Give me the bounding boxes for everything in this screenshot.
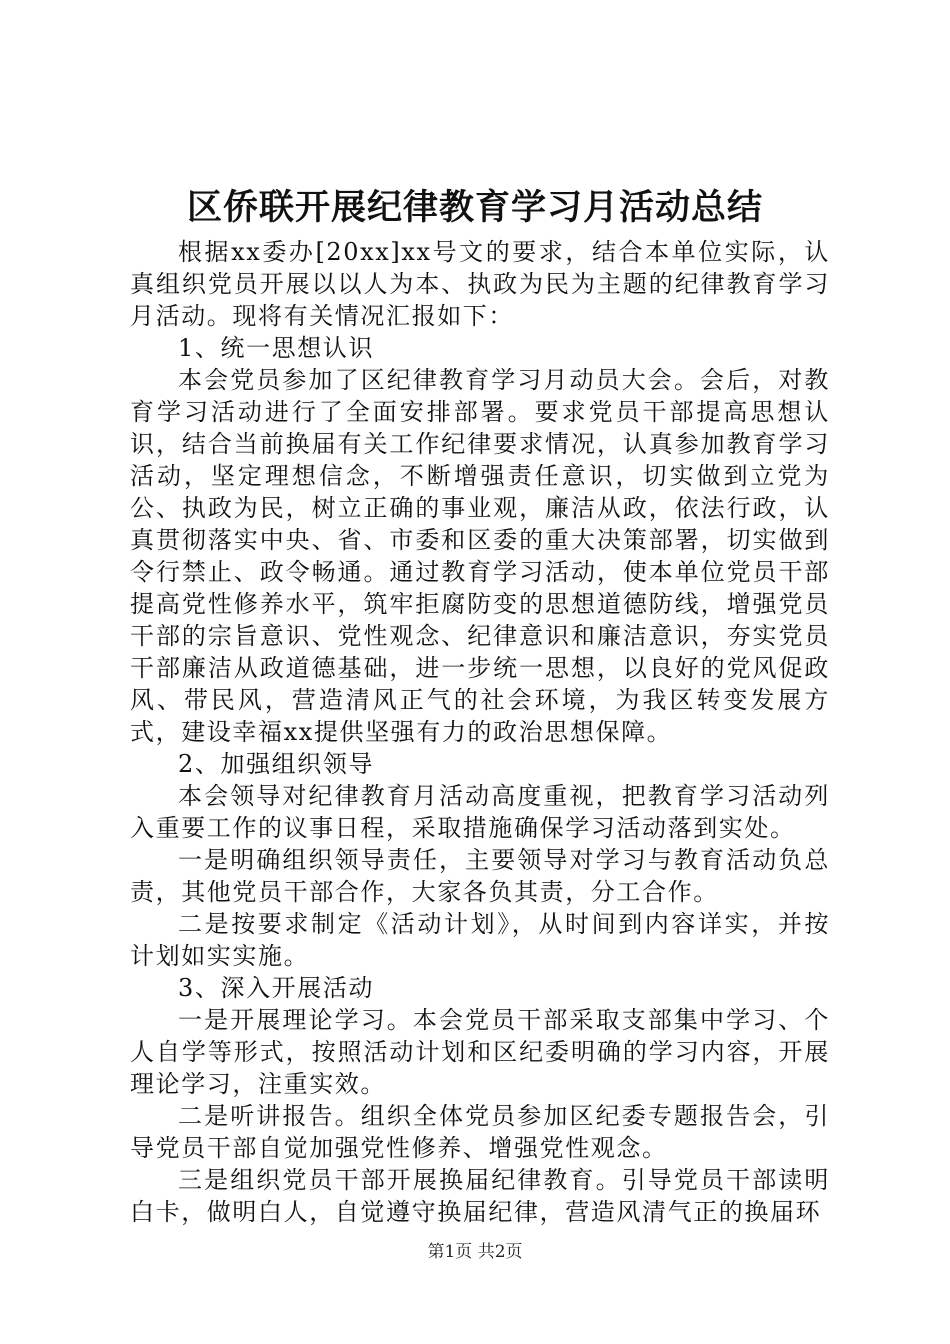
document-body [130, 236, 830, 1228]
document-title: 区侨联开展纪律教育学习月活动总结 [186, 187, 763, 228]
section-heading-1: 1、统一思想认识 [178, 334, 375, 362]
page-number-footer: 第1页 共2页 [427, 1242, 523, 1262]
section-2-paragraph-3: 二是按要求制定《活动计划》，从时间到内容详实，并按计划如实实施。 [130, 910, 830, 970]
section-1-paragraph: 本会党员参加了区纪律教育学习月动员大会。会后，对教育学习活动进行了全面安排部署。要求党员干部提高思想认识，结合当前换届有关工作纪律要求情况，认真参加教育学习活动，坚定理想信念，不断增强责任意识，切实做到立党为公、执政为民，树立正确的事业观，廉洁从政，依法行政，认真贯彻落实中央、省、市委和区委的重大决策部署，切实做到令行禁止、政令畅通。通过教育学习活动，使本单位党员干部提高党性修养水平，筑牢拒腐防变的思想道德防线，增强党员干部的宗旨意识、党性观念、纪律意识和廉洁意识，夯实党员干部廉洁从政道德基础，进一步统一思想，以良好的党风促政风、带民风，营造清风正气的社会环境，为我区转变发展方式，建设幸福xx提供坚强有力的政治思想保障。 [130, 366, 830, 746]
section-3-paragraph-1: 一是开展理论学习。本会党员干部采取支部集中学习、个人自学等形式，按照活动计划和区纪委明确的学习内容，开展理论学习，注重实效。 [130, 1006, 830, 1098]
section-heading-3: 3、深入开展活动 [178, 974, 375, 1002]
section-2-paragraph-2: 一是明确组织领导责任，主要领导对学习与教育活动负总责，其他党员干部合作，大家各负其责，分工合作。 [130, 846, 830, 906]
section-2-paragraph-1: 本会领导对纪律教育月活动高度重视，把教育学习活动列入重要工作的议事日程，采取措施确保学习活动落到实处。 [130, 782, 830, 842]
section-heading-2: 2、加强组织领导 [178, 750, 375, 778]
section-3-paragraph-3: 三是组织党员干部开展换届纪律教育。引导党员干部读明白卡，做明白人，自觉遵守换届纪律，营造风清气正的换届环 [130, 1166, 830, 1226]
intro-paragraph: 根据xx委办[20xx]xx号文的要求，结合本单位实际，认真组织党员开展以以人为本、执政为民为主题的纪律教育学习月活动。现将有关情况汇报如下： [130, 238, 830, 330]
section-3-paragraph-2: 二是听讲报告。组织全体党员参加区纪委专题报告会，引导党员干部自觉加强党性修养、增强党性观念。 [130, 1102, 830, 1162]
